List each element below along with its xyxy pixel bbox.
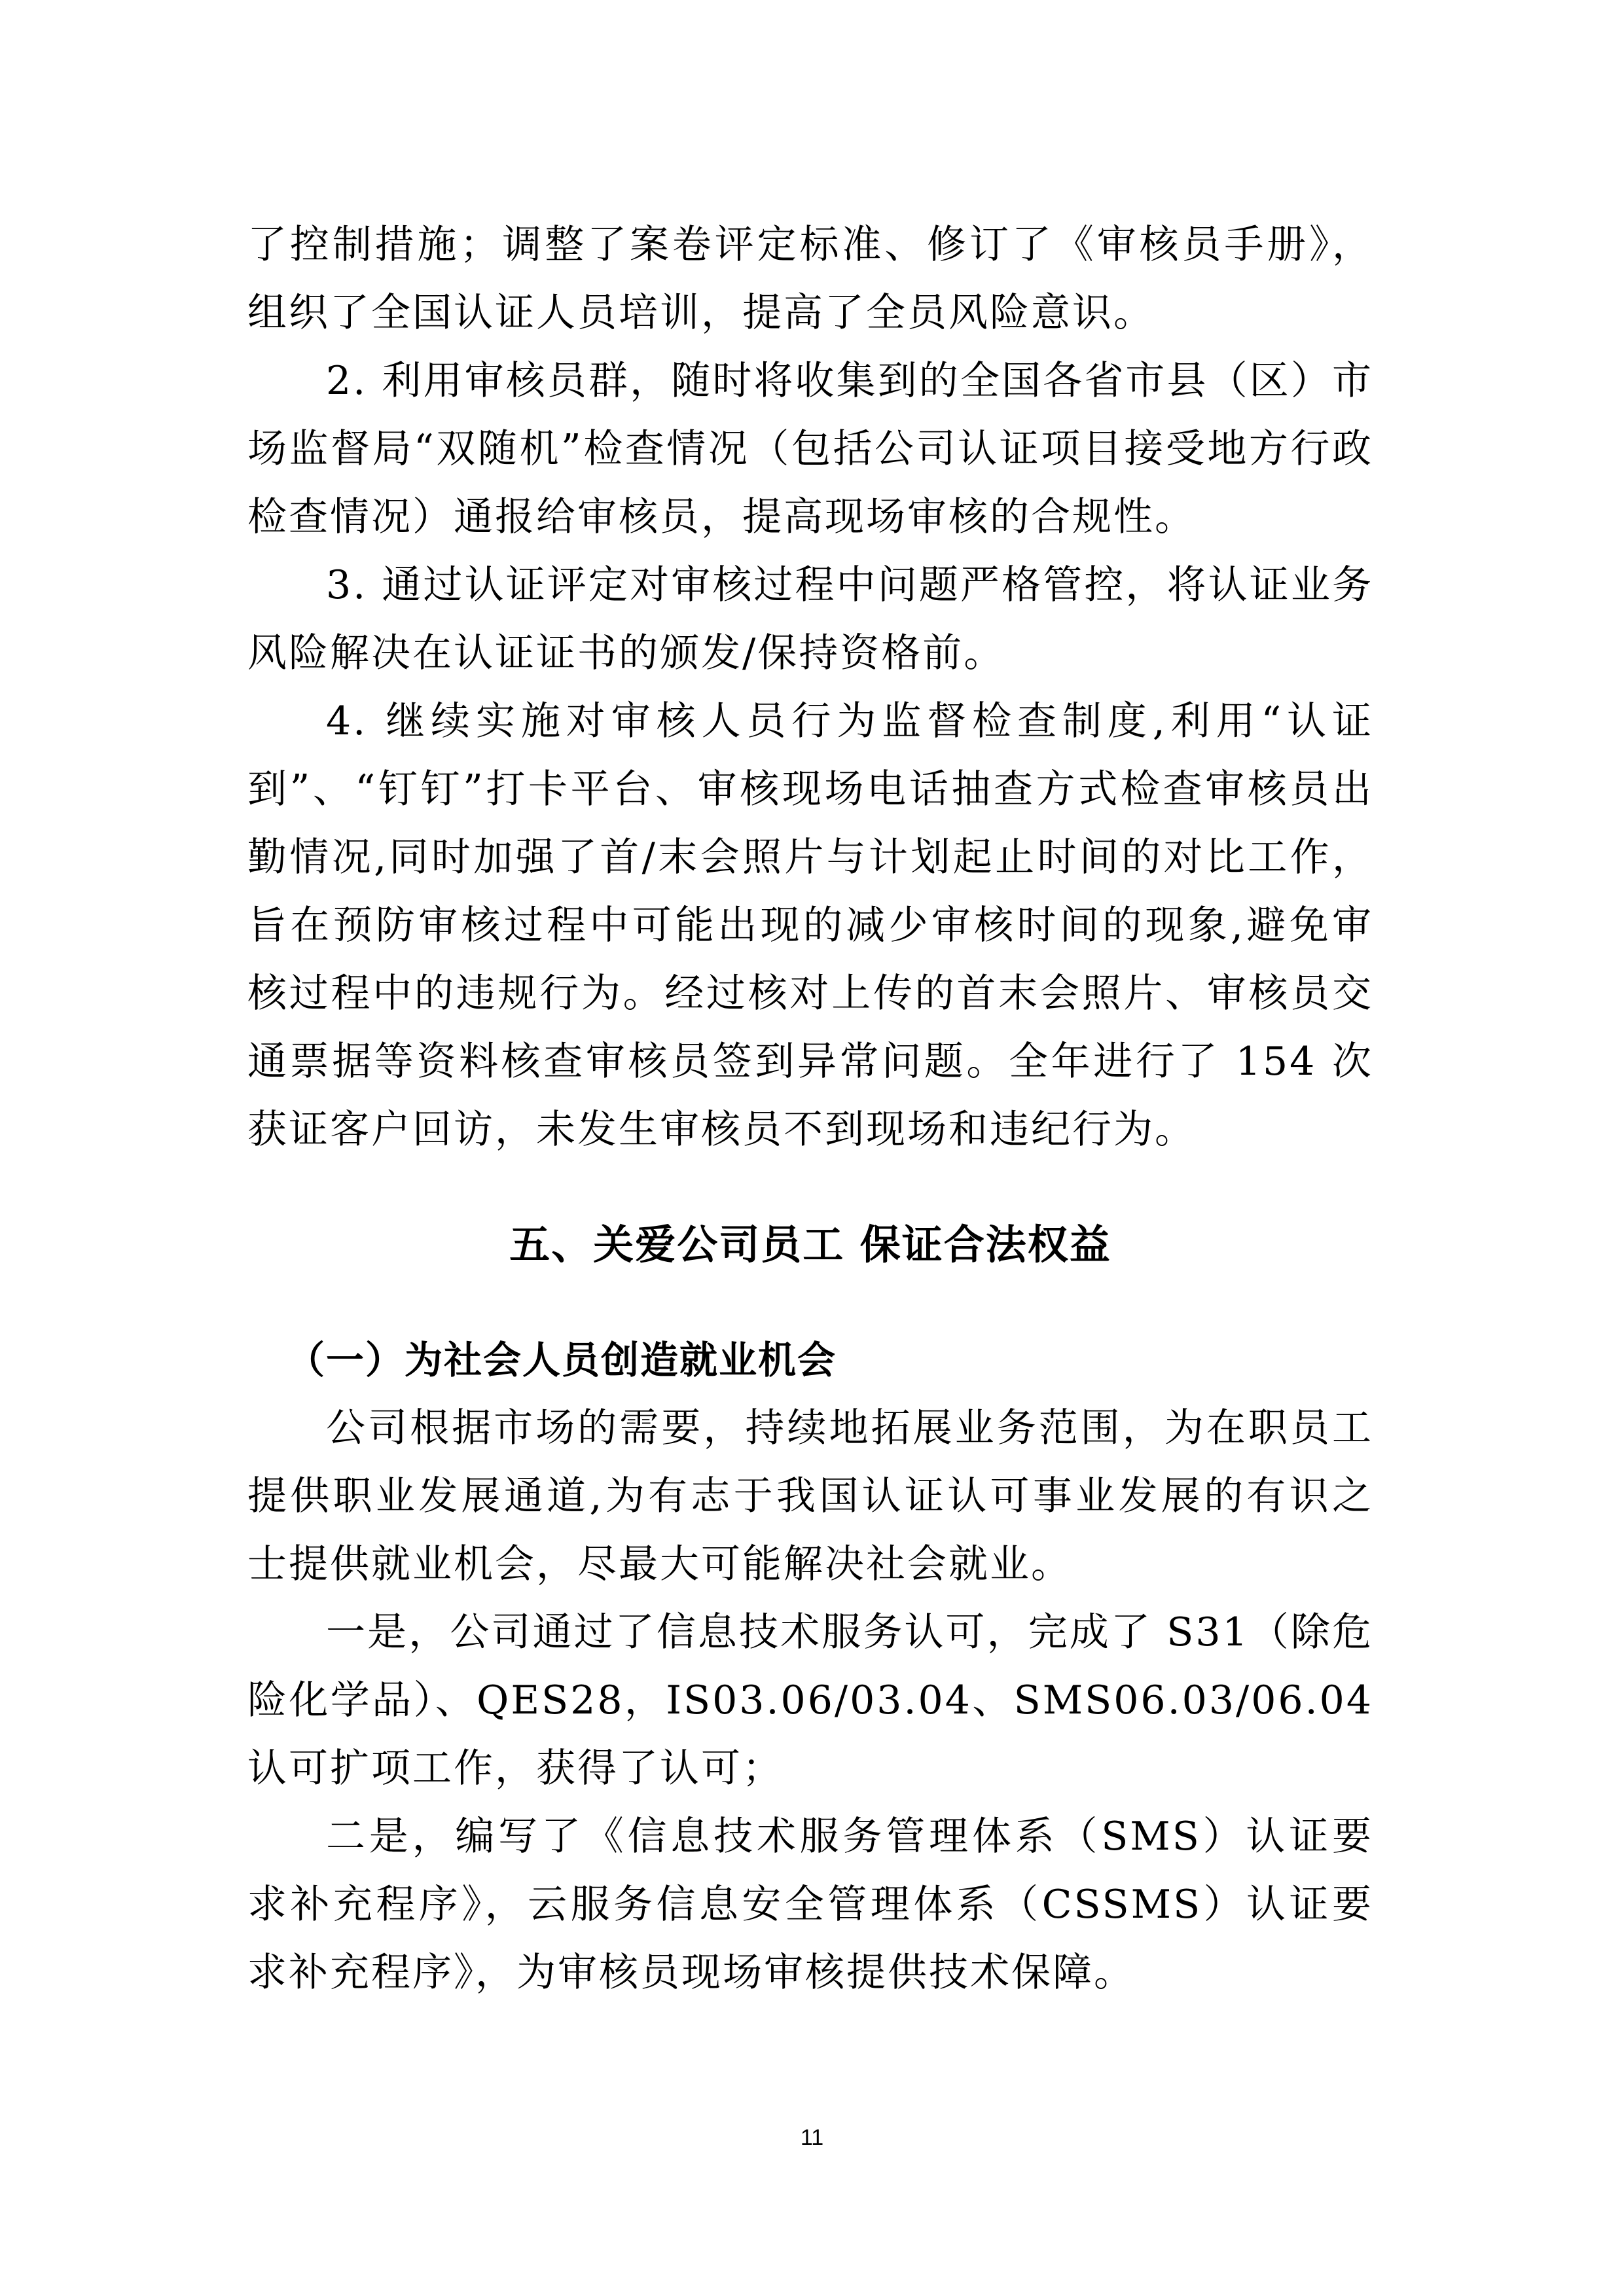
paragraph-item-2: 2. 利用审核员群，随时将收集到的全国各省市县（区）市场监督局“双随机”检查情况（包括公司认证项目接受地方行政检查情况）通报给审核员，提高现场审核的合规性。 [247, 358, 1373, 540]
page-content [247, 211, 1373, 2007]
subsection-title: （一）为社会人员创造就业机会 [287, 1338, 837, 1382]
paragraph-item-3: 3. 通过认证评定对审核过程中问题严格管控，将认证业务风险解决在认证证书的颁发/保持资格前。 [247, 562, 1373, 676]
paragraph-continuation: 了控制措施；调整了案卷评定标准、修订了《审核员手册》，组织了全国认证人员培训，提高了全员风险意识。 [247, 222, 1373, 336]
paragraph-second-point: 二是，编写了《信息技术服务管理体系（SMS）认证要求补充程序》，云服务信息安全管理体系（CSSMS）认证要求补充程序》，为审核员现场审核提供技术保障。 [247, 1814, 1373, 1996]
paragraph-first-point: 一是，公司通过了信息技术服务认可，完成了 S31（除危险化学品）、QES28，IS03.06/03.04、SMS06.03/06.04 认可扩项工作，获得了认可； [247, 1609, 1373, 1791]
section-title: 五、关爱公司员工 保证合法权益 [509, 1221, 1111, 1268]
paragraph-employment: 公司根据市场的需要，持续地拓展业务范围，为在职员工提供职业发展通道,为有志于我国认证认可事业发展的有识之士提供就业机会，尽最大可能解决社会就业。 [247, 1405, 1373, 1587]
page-number: 11 [800, 2125, 824, 2150]
paragraph-item-4: 4. 继续实施对审核人员行为监督检查制度,利用“认证到”、“钉钉”打卡平台、审核现场电话抽查方式检查审核员出勤情况,同时加强了首/末会照片与计划起止时间的对比工作，旨在预防审核过程中可能出现的减少审核时间的现象,避免审核过程中的违规行为。经过核对上传的首末会照片、审核员交通票据等资料核查审核员签到异常问题。全年进行了 154 次获证客户回访，未发生审核员不到现场和违纪行为。 [247, 698, 1373, 1153]
